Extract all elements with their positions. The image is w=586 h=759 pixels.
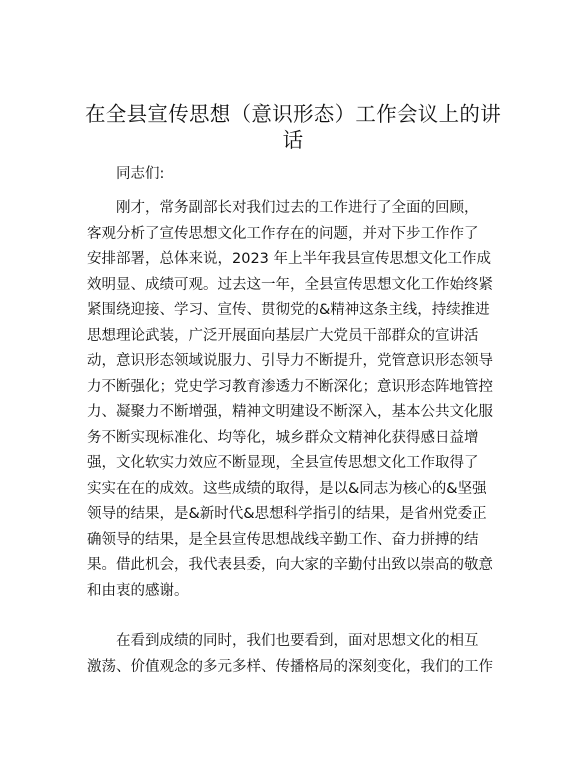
paragraph-line: 领导的结果，是&新时代&思想科学指引的结果，是省州党委正 xyxy=(87,506,487,522)
paragraph-line: 和由衷的感谢。 xyxy=(87,582,189,599)
paragraph-line: 力不断强化；党史学习教育渗透力不断深化；意识形态阵地管控 xyxy=(87,378,493,395)
paragraph-line: 客观分析了宣传思想文化工作存在的问题，并对下步工作作了 xyxy=(87,225,479,242)
body-paragraph xyxy=(87,629,499,680)
paragraph-line: 思想理论武装，广泛开展面向基层广大党员干部群众的宣讲活 xyxy=(87,327,479,344)
title-line: 话 xyxy=(282,127,304,152)
paragraph-line: 果。借此机会，我代表县委，向大家的辛勤付出致以崇高的敬意 xyxy=(87,557,493,573)
paragraph-line: 紧围绕迎接、学习、宣传、贯彻党的&精神这条主线，持续推进 xyxy=(87,302,490,318)
paragraph-line: 刚才，常务副部长对我们过去的工作进行了全面的回顾， xyxy=(116,200,479,216)
body-paragraph xyxy=(87,196,499,604)
paragraph-line: 激荡、价值观念的多元多样、传播格局的深刻变化，我们的工作 xyxy=(87,658,493,675)
paragraph-line: 动，意识形态领域说服力、引导力不断提升，党管意识形态领导 xyxy=(87,353,493,369)
paragraph-line: 实实在在的成效。这些成绩的取得，是以&同志为核心的&坚强 xyxy=(87,480,487,497)
document-title xyxy=(85,100,501,151)
salutation: 同志们: xyxy=(116,166,165,182)
paragraph-line: 安排部署，总体来说，2023 年上半年我县宣传思想文化工作成 xyxy=(87,251,492,267)
paragraph-line: 在看到成绩的同时，我们也要看到，面对思想文化的相互 xyxy=(116,633,479,649)
paragraph-line: 效明显、成绩可观。过去这一年，全县宣传思想文化工作始终紧 xyxy=(87,276,493,293)
paragraph-line: 务不断实现标准化、均等化，城乡群众文精神化获得感日益增 xyxy=(87,429,479,446)
paragraph-line: 力、凝聚力不断增强，精神文明建设不断深入，基本公共文化服 xyxy=(87,404,493,420)
title-line: 在全县宣传思想（意识形态）工作会议上的讲 xyxy=(85,102,501,126)
paragraph-line: 强，文化软实力效应不断显现，全县宣传思想文化工作取得了 xyxy=(87,455,479,471)
paragraph-line: 确领导的结果，是全县宣传思想战线辛勤工作、奋力拼搏的结 xyxy=(87,531,479,548)
